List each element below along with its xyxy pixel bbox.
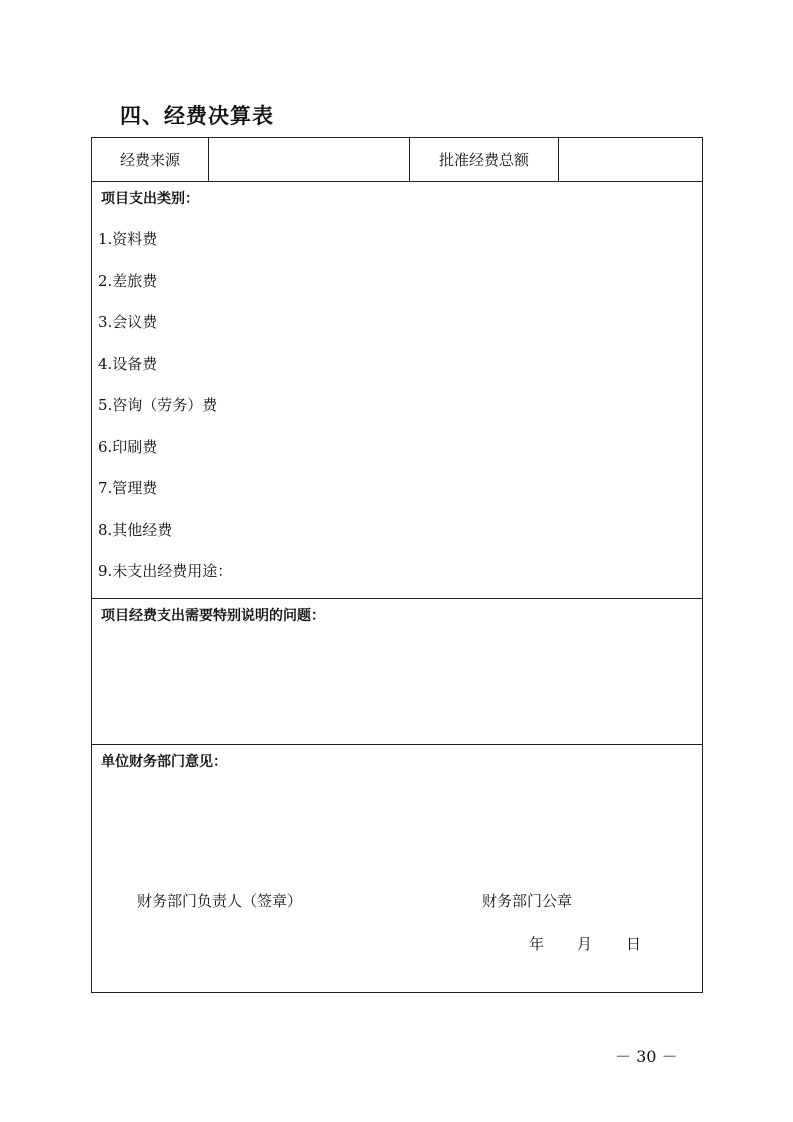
finance-head-signature-label: 财务部门负责人（签章）	[137, 892, 303, 910]
funding-source-label: 经费来源	[92, 138, 209, 181]
expense-item: 3.会议费	[98, 313, 158, 331]
finance-seal-label: 财务部门公章	[482, 892, 573, 910]
expense-item: 5.咨询（劳务）费	[98, 396, 218, 414]
finance-opinion-heading: 单位财务部门意见：	[101, 754, 227, 770]
funding-header-row	[92, 138, 702, 182]
expense-item: 2.差旅费	[98, 271, 158, 290]
expense-item-list	[98, 229, 232, 603]
date-month-label: 月	[577, 935, 593, 953]
expense-item: 8.其他经费	[98, 520, 173, 539]
expense-item: 1.资料费	[98, 230, 158, 248]
funding-source-field[interactable]	[209, 138, 410, 181]
expense-item: 6.印刷费	[98, 437, 158, 456]
date-day-label: 日	[626, 935, 642, 953]
page-title: 四、经费决算表	[120, 104, 274, 128]
approved-total-label: 批准经费总额	[410, 138, 559, 181]
expense-item: 9.未支出经费用途：	[98, 562, 233, 580]
expense-categories-section	[92, 182, 702, 599]
expense-categories-heading: 项目支出类别：	[101, 191, 199, 207]
finance-opinion-section[interactable]	[92, 745, 702, 992]
expense-item: 4.设备费	[98, 354, 158, 373]
expense-settlement-table	[91, 137, 703, 993]
page-number: － 30 －	[615, 1047, 678, 1066]
special-notes-heading: 项目经费支出需要特别说明的问题：	[101, 608, 325, 624]
expense-item: 7.管理费	[98, 479, 158, 497]
date-year-label: 年	[529, 935, 545, 953]
special-notes-section[interactable]	[92, 599, 702, 745]
approved-total-field[interactable]	[559, 138, 702, 181]
